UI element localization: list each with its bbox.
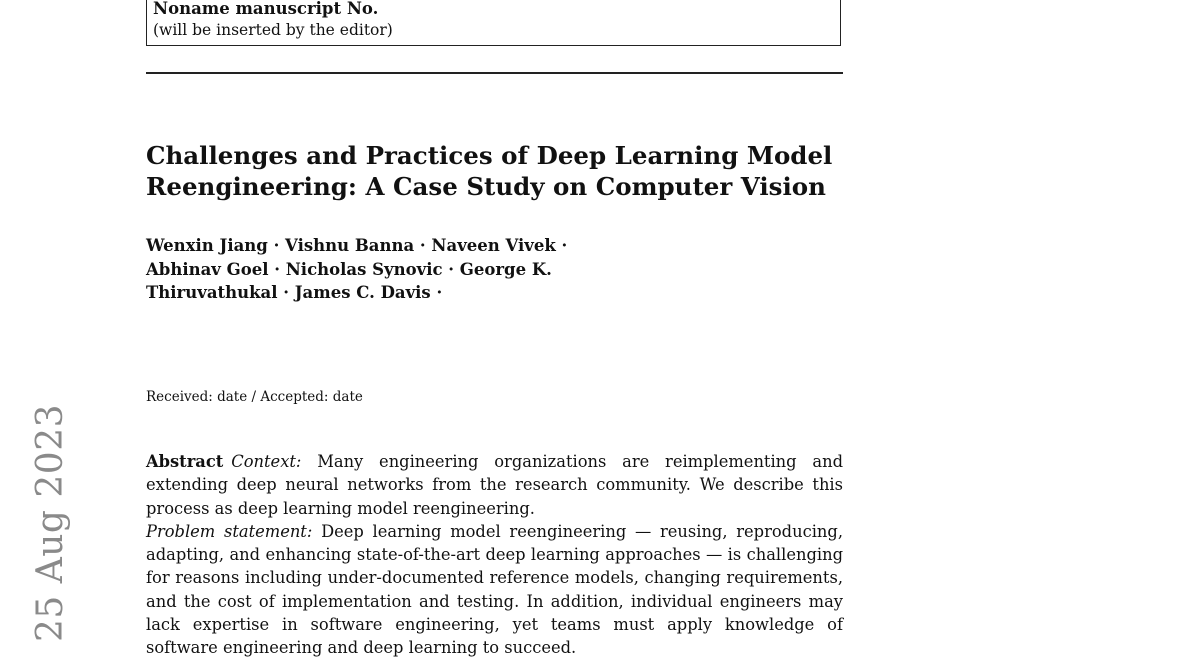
manuscript-number: Noname manuscript No.	[153, 0, 379, 18]
abstract	[146, 450, 843, 660]
problem-statement-label: Problem statement:	[146, 521, 313, 541]
received-accepted-dates: Received: date / Accepted: date	[146, 389, 363, 405]
abstract-context-paragraph	[146, 450, 843, 520]
paper-title: Challenges and Practices of Deep Learning Model Reengineering: A Case Study on Computer Vision	[146, 141, 833, 201]
author-list: Wenxin Jiang · Vishnu Banna · Naveen Vivek · Abhinav Goel · Nicholas Synovic · George K. Thiruvathukal · James C. Davis ·	[146, 236, 568, 302]
arxiv-date-stamp	[30, 403, 72, 643]
header-rule	[146, 72, 843, 74]
manuscript-info-box	[146, 0, 841, 46]
problem-statement-text: Deep learning model reengineering — reusing, reproducing, adapting, and enhancing state-of-the-art deep learning approaches — is challenging for reasons including under-documented reference models, changing requirements, and the cost of implementation and testing. In addition, individual engineers may lack expertise in software engineering, yet teams must apply knowledge of software engineering and deep learning to succeed.	[146, 521, 843, 658]
context-label: Context:	[231, 452, 302, 471]
context-text: Many engineering organizations are reimplementing and extending deep neural networks from the research community. We describe this process as deep learning model reengineering.	[146, 452, 843, 518]
abstract-problem-paragraph	[146, 520, 843, 660]
abstract-heading: Abstract	[146, 452, 224, 471]
arxiv-date-text: 25 Aug 2023	[30, 403, 72, 643]
editor-note: (will be inserted by the editor)	[153, 21, 393, 39]
